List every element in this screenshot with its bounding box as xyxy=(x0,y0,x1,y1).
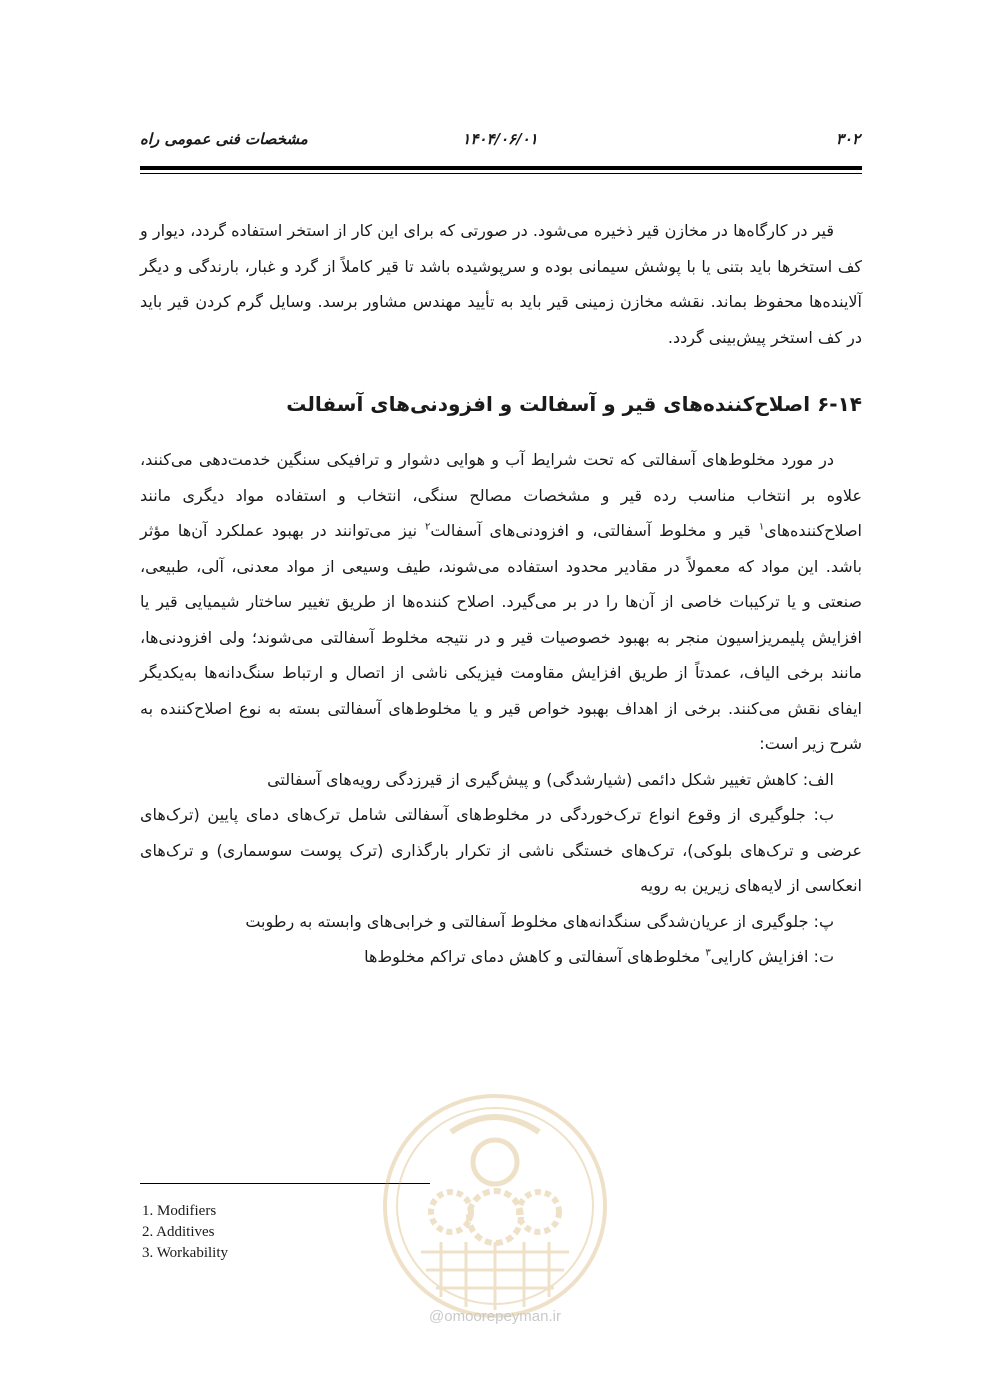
main-text-part1: در مورد مخلوط‌های آسفالتی که تحت شرایط آب و هوایی دشوار و ترافیکی سنگین خدمت‌دهی می‌کنند، علاوه بر انتخاب مناسب رده قیر و مشخصات مصالح سنگی، انتخاب و استفاده مواد دیگری مانند اصلاح‌کننده‌های xyxy=(140,450,862,540)
page-number: ۳۰۲ xyxy=(835,130,860,148)
footnote-ref-2: ۲ xyxy=(424,521,431,533)
main-text-part3: نیز می‌توانند در بهبود عملکرد آن‌ها مؤثر باشد. این مواد که معمولاً در مقادیر محدود استفاده می‌شوند، طیف وسیعی از مواد معدنی، آلی، طبیعی، صنعتی و یا ترکیبات خاصی از آن‌ها را در بر می‌گیرد. اصلاح کننده‌ها از طریق تغییر ساختار شیمیایی قیر یا افزایش پلیمریزاسیون منجر به بهبود خصوصیات قیر و در نتیجه مخلوط آسفالتی می‌شوند؛ ولی افزودنی‌ها، مانند برخی الیاف، عمدتاً از طریق افزایش مقاومت فیزیکی ناشی از اتصال و ارتباط سنگ‌دانه‌ها به‌یکدیگر ایفای نقش می‌کنند. برخی از اهداف بهبود خواص قیر و یا مخلوط‌های آسفالتی بسته به نوع اصلاح‌کننده به شرح زیر است: xyxy=(140,521,862,753)
list-item-te xyxy=(140,939,862,975)
intro-text: قیر در کارگاه‌ها در مخازن قیر ذخیره می‌شود. در صورتی که برای این کار از استخر استفاده گردد، دیوار و کف استخرها باید بتنی یا با پوشش سیمانی بوده و سرپوشیده باشد تا قیر کاملاً از گرد و غبار، بارندگی و دیگر آلاینده‌ها محفوظ بماند. نقشه مخازن زمینی قیر باید به تأیید مهندس مشاور برسد. وسایل گرم کردن قیر باید در کف استخر پیش‌بینی گردد. xyxy=(140,221,862,347)
footnote-1: 1. Modifiers xyxy=(142,1203,217,1219)
footnote-separator xyxy=(140,1183,430,1184)
main-paragraph xyxy=(140,442,862,762)
header-date: ۱۴۰۴/۰۶/۰۱ xyxy=(462,130,538,148)
footnotes xyxy=(142,1201,228,1264)
list-item-te-part1: ت: افزایش کارایی xyxy=(710,947,834,966)
page-header xyxy=(140,128,860,152)
list-item-be xyxy=(140,797,862,904)
list-item-pe: پ: جلوگیری از عریان‌شدگی سنگدانه‌های مخلوط آسفالتی و خرابی‌های وابسته به رطوبت xyxy=(245,911,834,931)
main-content xyxy=(140,213,862,975)
list-item-te-part2: مخلوط‌های آسفالتی و کاهش دمای تراکم مخلوط‌ها xyxy=(364,947,706,966)
footnote-ref-1: ۱ xyxy=(758,521,765,533)
book-title: مشخصات فنی عمومی راه xyxy=(140,130,308,148)
list-item-alef: الف: کاهش تغییر شکل دائمی (شیارشدگی) و پیش‌گیری از قیرزدگی رویه‌های آسفالتی xyxy=(267,769,834,789)
header-rule-thick xyxy=(140,166,862,170)
emblem-seal-icon xyxy=(381,1092,609,1320)
header-rule-thin xyxy=(140,173,862,174)
section-heading: ۶-۱۴ اصلاح‌کننده‌های قیر و آسفالت و افزودنی‌های آسفالت xyxy=(286,392,862,416)
footnote-ref-3: ۳ xyxy=(705,947,711,959)
intro-paragraph xyxy=(140,213,862,355)
list-item-be-text: ب: جلوگیری از وقوع انواع ترک‌خوردگی در مخلوط‌های آسفالتی شامل ترک‌های دمای پایین (ترک‌های عرضی و ترک‌های بلوکی)، ترک‌های خستگی ناشی از تکرار بارگذاری (ترک پوست سوسماری) و ترک‌های انعکاسی از لایه‌های زیرین به رویه xyxy=(140,805,862,895)
watermark-site: @omoorepeyman.ir xyxy=(429,1308,561,1325)
main-text-part2: قیر و مخلوط آسفالتی، و افزودنی‌های آسفالت xyxy=(430,521,759,540)
footnote-3: 3. Workability xyxy=(142,1245,229,1261)
footnote-2: 2. Additives xyxy=(142,1224,215,1240)
